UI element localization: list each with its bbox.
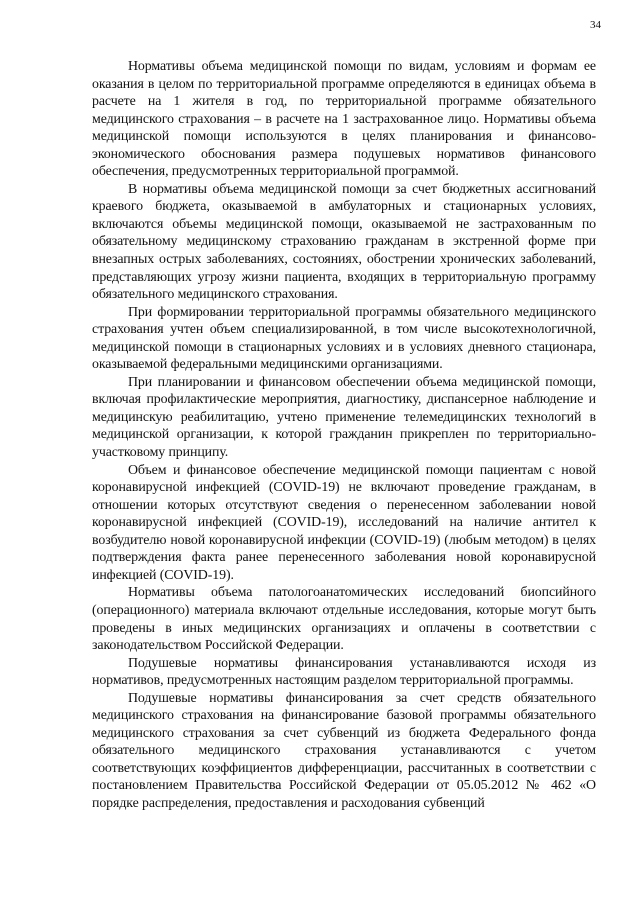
paragraph-3: При формировании территориальной программы обязательного медицинского страхования учтен объем специализированной, в том числе высокотехнологичной, медицинской помощи в стационарных условиях и в условиях дневного стационара, оказываемой федеральными медицинскими организациями. (92, 304, 596, 373)
paragraph-7: Подушевые нормативы финансирования устанавливаются исходя из нормативов, предусмотренных настоящим разделом территориальной программы. (92, 655, 596, 689)
paragraph-8: Подушевые нормативы финансирования за счет средств обязательного медицинского страхования на финансирование базовой программы обязательного медицинского страхования за счет субвенций из бюджета Федерального фонда обязательного медицинского страхования устанавливаются с учетом соответствующих коэффициентов дифференциации, рассчитанных в соответствии с постановлением Правительства Российской Федерации от 05.05.2012 № 462 «О порядке распределения, предоставления и расходования субвенций (92, 690, 596, 811)
document-body (92, 58, 596, 813)
paragraph-2: В нормативы объема медицинской помощи за счет бюджетных ассигнований краевого бюджета, оказываемой в амбулаторных и стационарных условиях, включаются объемы медицинской помощи, оказываемой не застрахованным по обязательному медицинскому страхованию гражданам в экстренной форме при внезапных острых заболеваниях, состояниях, обострении хронических заболеваний, представляющих угрозу жизни пациента, входящих в территориальную программу обязательного медицинского страхования. (92, 181, 596, 303)
paragraph-6: Нормативы объема патологоанатомических исследований биопсийного (операционного) материала включают отдельные исследования, которые могут быть проведены в иных медицинских организациях и оплачены в соответствии с законодательством Российской Федерации. (92, 585, 596, 654)
paragraph-4: При планировании и финансовом обеспечении объема медицинской помощи, включая профилактические мероприятия, диагностику, диспансерное наблюдение и медицинскую реабилитацию, учтено применение телемедицинских технологий в медицинской организации, к которой гражданин прикреплен по территориально-участковому принципу. (92, 374, 596, 461)
page-number: 34 (590, 19, 601, 31)
paragraph-5: Объем и финансовое обеспечение медицинской помощи пациентам с новой коронавирусной инфекцией (COVID-19) не включают проведение гражданам, в отношении которых отсутствуют сведения о перенесенном заболевании новой коронавирусной инфекцией (COVID-19), исследований на наличие антител к возбудителю новой коронавирусной инфекции (COVID-19) (любым методом) в целях подтверждения факта ранее перенесенного заболевания новой коронавирусной инфекцией (COVID-19). (92, 462, 596, 583)
paragraph-1: Нормативы объема медицинской помощи по видам, условиям и формам ее оказания в целом по территориальной программе определяются в единицах объема в расчете на 1 жителя в год, по территориальной программе обязательного медицинского страхования – в расчете на 1 застрахованное лицо. Нормативы объема медицинской помощи используются в целях планирования и финансово-экономического обоснования размера подушевых нормативов финансового обеспечения, предусмотренных территориальной программой. (92, 59, 596, 180)
